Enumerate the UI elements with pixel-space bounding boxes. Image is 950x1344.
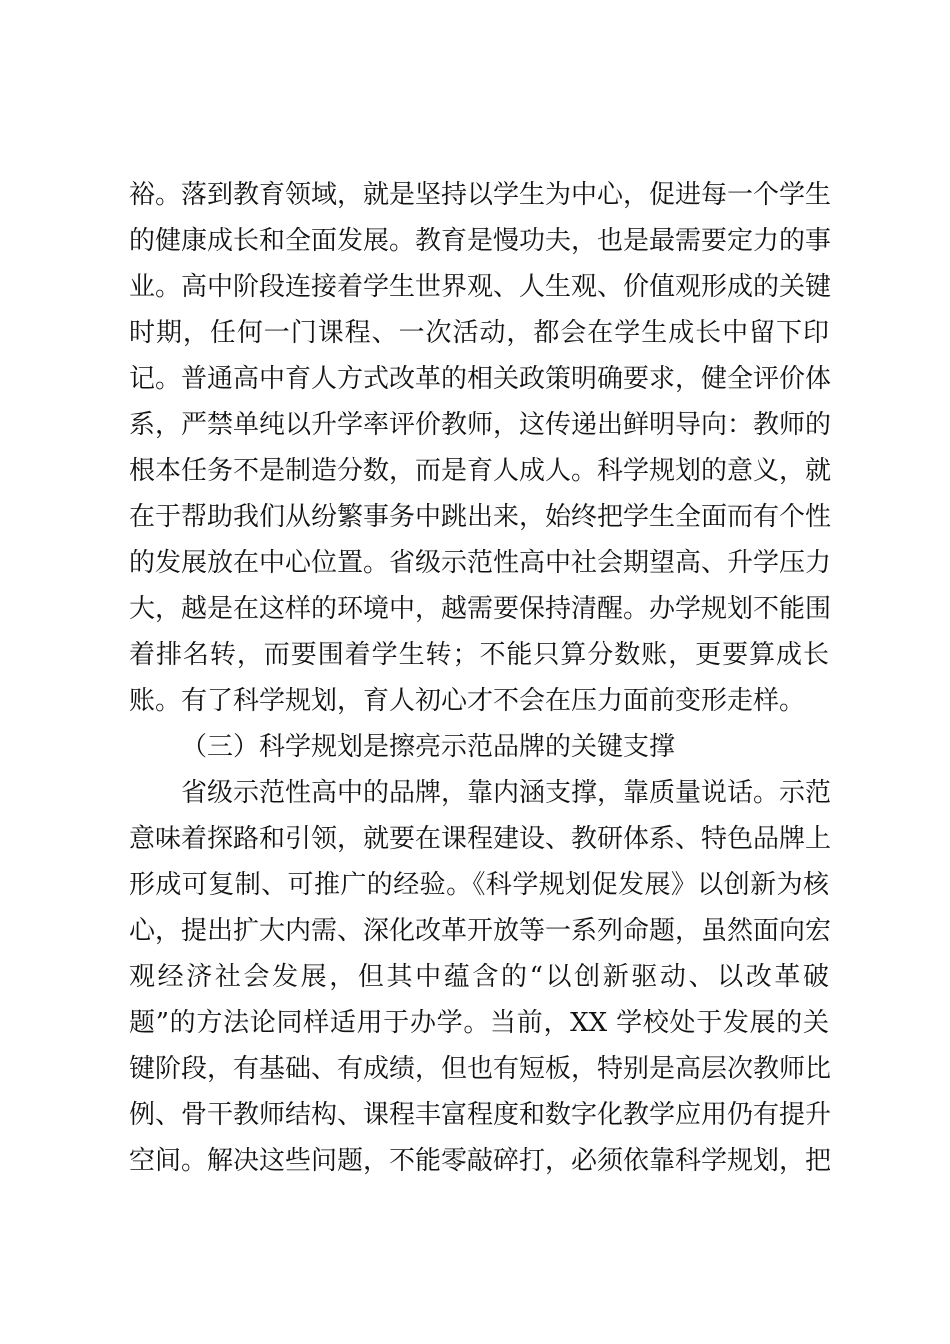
paragraph-1-line-6: 系，严禁单纯以升学率评价教师，这传递出鲜明导向：教师的: [129, 410, 832, 440]
paragraph-2-line-7: 键阶段，有基础、有成绩，但也有短板，特别是高层次教师比: [129, 1054, 832, 1084]
paragraph-1-line-8: 在于帮助我们从纷繁事务中跳出来，始终把学生全面而有个性: [129, 502, 832, 532]
paragraph-2-line-1: 省级示范性高中的品牌，靠内涵支撑，靠质量说话。示范: [181, 778, 832, 808]
paragraph-1-line-7: 根本任务不是制造分数，而是育人成人。科学规划的意义，就: [129, 456, 832, 486]
paragraph-1-line-3: 业。高中阶段连接着学生世界观、人生观、价值观形成的关键: [129, 272, 832, 302]
paragraph-1-line-9: 的发展放在中心位置。省级示范性高中社会期望高、升学压力: [129, 548, 832, 578]
paragraph-1-line-12: 账。有了科学规划，育人初心才不会在压力面前变形走样。: [129, 686, 806, 716]
paragraph-2-line-3: 形成可复制、可推广的经验。《科学规划促发展》以创新为核: [129, 870, 829, 900]
paragraph-2-line-5: 观经济社会发展，但其中蕴含的“以创新驱动、以改革破: [129, 962, 829, 992]
paragraph-2-line-8: 例、骨干教师结构、课程丰富程度和数字化教学应用仍有提升: [129, 1100, 832, 1130]
paragraph-1-line-10: 大，越是在这样的环境中，越需要保持清醒。办学规划不能围: [129, 594, 832, 624]
section-heading: （三）科学规划是擦亮示范品牌的关键支撑: [181, 732, 676, 762]
paragraph-2-line-9: 空间。解决这些问题，不能零敲碎打，必须依靠科学规划，把: [129, 1146, 832, 1176]
paragraph-1-line-4: 时期，任何一门课程、一次活动，都会在学生成长中留下印: [129, 318, 829, 348]
paragraph-2-line-2: 意味着探路和引领，就要在课程建设、教研体系、特色品牌上: [129, 824, 832, 854]
paragraph-1-line-5: 记。普通高中育人方式改革的相关政策明确要求，健全评价体: [129, 364, 832, 394]
paragraph-1-line-2: 的健康成长和全面发展。教育是慢功夫，也是最需要定力的事: [129, 226, 832, 256]
paragraph-2-line-4: 心，提出扩大内需、深化改革开放等一系列命题，虽然面向宏: [129, 916, 832, 946]
paragraph-1-line-1: 裕。落到教育领域，就是坚持以学生为中心，促进每一个学生: [129, 180, 832, 210]
paragraph-2-line-6: 题”的方法论同样适用于办学。当前，XX 学校处于发展的关: [129, 1008, 829, 1038]
paragraph-1-line-11: 着排名转，而要围着学生转；不能只算分数账，更要算成长: [129, 640, 829, 670]
